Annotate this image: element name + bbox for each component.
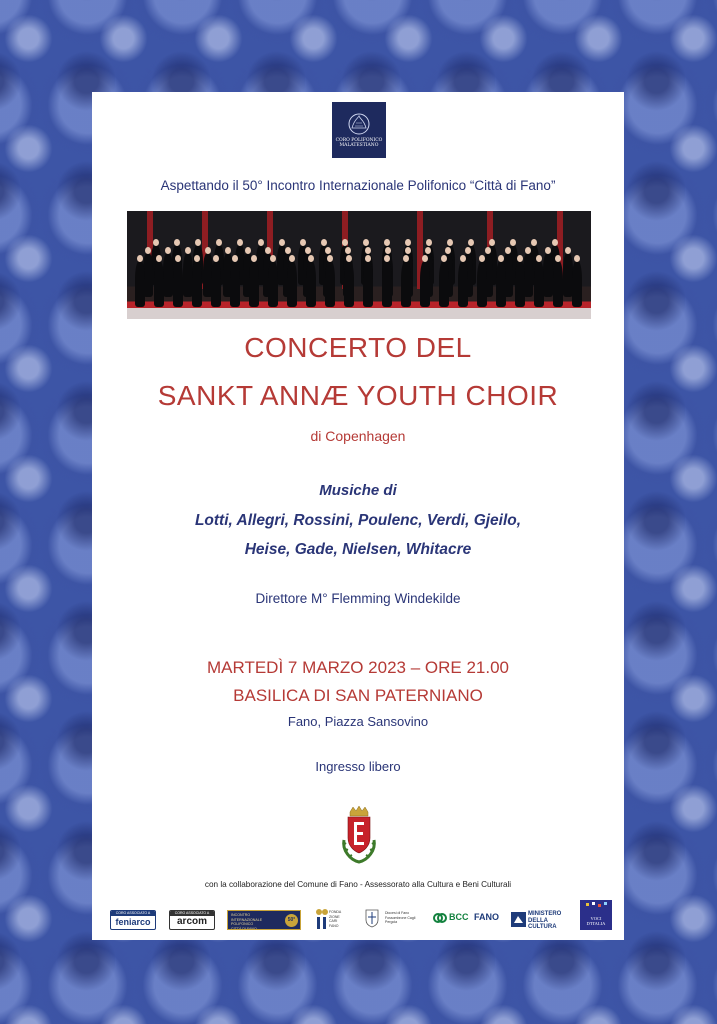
voci-icon [580,900,612,916]
singer-face [342,239,348,246]
voci-italia-logo [580,900,612,930]
singer-face [385,247,391,254]
singer-silhouette [163,253,173,297]
singer-silhouette [211,261,221,307]
singer-face [505,247,511,254]
singer-face [216,239,222,246]
singer-face [384,239,390,246]
singer-face [384,255,390,262]
bcc-city: FANO [474,912,499,922]
diocesi-logo [363,906,429,930]
choir-emblem-icon [346,112,372,136]
collaboration-note: con la collaborazione del Comune di Fano - Assessorato alla Cultura e Beni Culturali [204,880,512,889]
singer-face [465,247,471,254]
fondazione-l2: ZIONE [329,914,340,919]
singer-silhouette [173,261,183,307]
diocesi-crest-icon [363,907,381,929]
event-venue: BASILICA DI SAN PATERNIANO [233,686,483,705]
singer-face [460,255,466,262]
singer-silhouette [553,261,563,307]
singer-face [327,255,333,262]
choir-photo [127,211,591,319]
singer-face [445,247,451,254]
singer-silhouette [420,261,430,307]
arcom-name: arcom [176,916,207,927]
singer-face [468,239,474,246]
singer-face [174,239,180,246]
singer-face [251,255,257,262]
ministero-l1: MINISTERO [528,911,562,917]
singer-face [545,247,551,254]
singer-silhouette [496,261,506,307]
concert-title-line2: SANKT ANNÆ YOUTH CHOIR [157,380,559,411]
fano-crest-icon [336,806,382,866]
singer-face [305,247,311,254]
singer-silhouette [572,261,582,307]
singer-face [300,239,306,246]
singer-face [258,239,264,246]
singer-face [225,247,231,254]
singer-silhouette [344,261,354,307]
bcc-icon [433,911,447,925]
concert-title-line1: CONCERTO DEL [244,332,472,363]
singer-silhouette [135,261,145,307]
event-date: MARTEDÌ 7 MARZO 2023 – ORE 21.00 [206,658,510,677]
singer-face [156,255,162,262]
singer-silhouette [249,261,259,307]
logo-line1: CORO POLIFONICO [335,137,383,143]
poster-panel [92,92,624,940]
bcc-fano-logo [433,910,499,928]
singer-silhouette [363,261,373,307]
singer-face [479,255,485,262]
singer-face [426,239,432,246]
singer-silhouette [477,261,487,307]
singer-face [165,247,171,254]
singer-face [289,255,295,262]
director: Direttore M° Flemming Windekilde [255,591,461,606]
arcom-top: CORO ASSOCIATO A [170,911,214,916]
feniarco-name: feniarco [115,917,151,927]
singer-face [145,247,151,254]
diocesi-l3: Pergola [385,920,398,924]
singer-face [365,247,371,254]
diocesi-l2: Fossombrone Cagli [385,915,416,920]
voci-l2: D'ITALIA [586,921,606,926]
singer-face [345,247,351,254]
singer-silhouette [515,261,525,307]
singer-face [308,255,314,262]
singer-face [536,255,542,262]
singer-silhouette [543,253,553,297]
singer-face [441,255,447,262]
singer-face [565,247,571,254]
singer-silhouette [534,261,544,307]
singer-face [175,255,181,262]
singer-face [531,239,537,246]
incontro-l2: INTERNAZIONALE [231,917,263,922]
singer-face [137,255,143,262]
singer-silhouette [287,261,297,307]
singer-silhouette [192,261,202,307]
singer-face [425,247,431,254]
singer-face [498,255,504,262]
voci-l1: VOCI [590,916,602,921]
choir-logo [332,102,386,158]
music-heading: Musiche di [319,482,397,499]
singer-face [279,239,285,246]
ministero-icon [511,912,526,927]
arcom-logo [169,910,215,930]
singer-face [555,255,561,262]
singer-face [363,239,369,246]
singer-face [447,239,453,246]
ministero-l3: CULTURA [528,924,557,930]
entry-info: Ingresso libero [315,759,401,774]
singer-silhouette [439,261,449,307]
singer-face [285,247,291,254]
singer-face [489,239,495,246]
incontro-badge: 50° [285,914,298,927]
singer-face [517,255,523,262]
singer-face [325,247,331,254]
singer-face [405,239,411,246]
singer-face [185,247,191,254]
singer-face [510,239,516,246]
singer-face [365,255,371,262]
sponsor-logos [107,900,612,932]
fondazione-l4: FANO [329,923,339,928]
singer-face [237,239,243,246]
feniarco-top: CORO ASSOCIATO A [111,911,155,916]
singer-silhouette [306,261,316,307]
bcc-name: BCC [449,912,469,922]
singer-silhouette [268,261,278,307]
fondazione-l3: CARI [329,919,338,923]
singer-face [346,255,352,262]
singer-face [485,247,491,254]
singer-silhouette [382,261,392,307]
singer-face [265,247,271,254]
composers-line1: Lotti, Allegri, Rossini, Poulenc, Verdi, Gjeilo, [194,512,522,529]
incontro-l1: INCONTRO [231,913,251,917]
incontro-l3: POLIFONICO [231,922,254,927]
event-subtitle: Aspettando il 50° Incontro Internazionale Polifonico “Città di Fano” [160,178,556,193]
singer-face [525,247,531,254]
singer-silhouette [458,261,468,307]
fondazione-l1: FONDA [329,910,342,914]
singer-face [205,247,211,254]
singer-silhouette [401,261,411,307]
singer-face [270,255,276,262]
fondazione-icon [315,908,328,930]
singer-face [552,239,558,246]
fondazione-logo [315,906,349,930]
singer-face [195,239,201,246]
singer-face [321,239,327,246]
logo-line2: MALATESTIANO [339,143,379,148]
singer-face [153,239,159,246]
singer-silhouette [154,261,164,307]
singer-silhouette [325,261,335,307]
singer-face [194,255,200,262]
singer-face [403,255,409,262]
incontro-logo [227,910,301,930]
singer-face [574,255,580,262]
ministero-logo [511,910,571,930]
singer-silhouette [230,261,240,307]
incontro-l4: CITTÀ DI FANO [231,926,257,930]
event-place: Fano, Piazza Sansovino [287,714,429,729]
singer-face [213,255,219,262]
diocesi-l1: Diocesi di Fano [385,911,410,915]
ministero-l2: DELLA [528,917,548,924]
singer-face [232,255,238,262]
singer-face [422,255,428,262]
choir-city: di Copenhagen [310,428,406,444]
feniarco-logo [110,910,156,930]
composers-line2: Heise, Gade, Nielsen, Whitacre [244,541,472,558]
singer-face [405,247,411,254]
singer-face [245,247,251,254]
